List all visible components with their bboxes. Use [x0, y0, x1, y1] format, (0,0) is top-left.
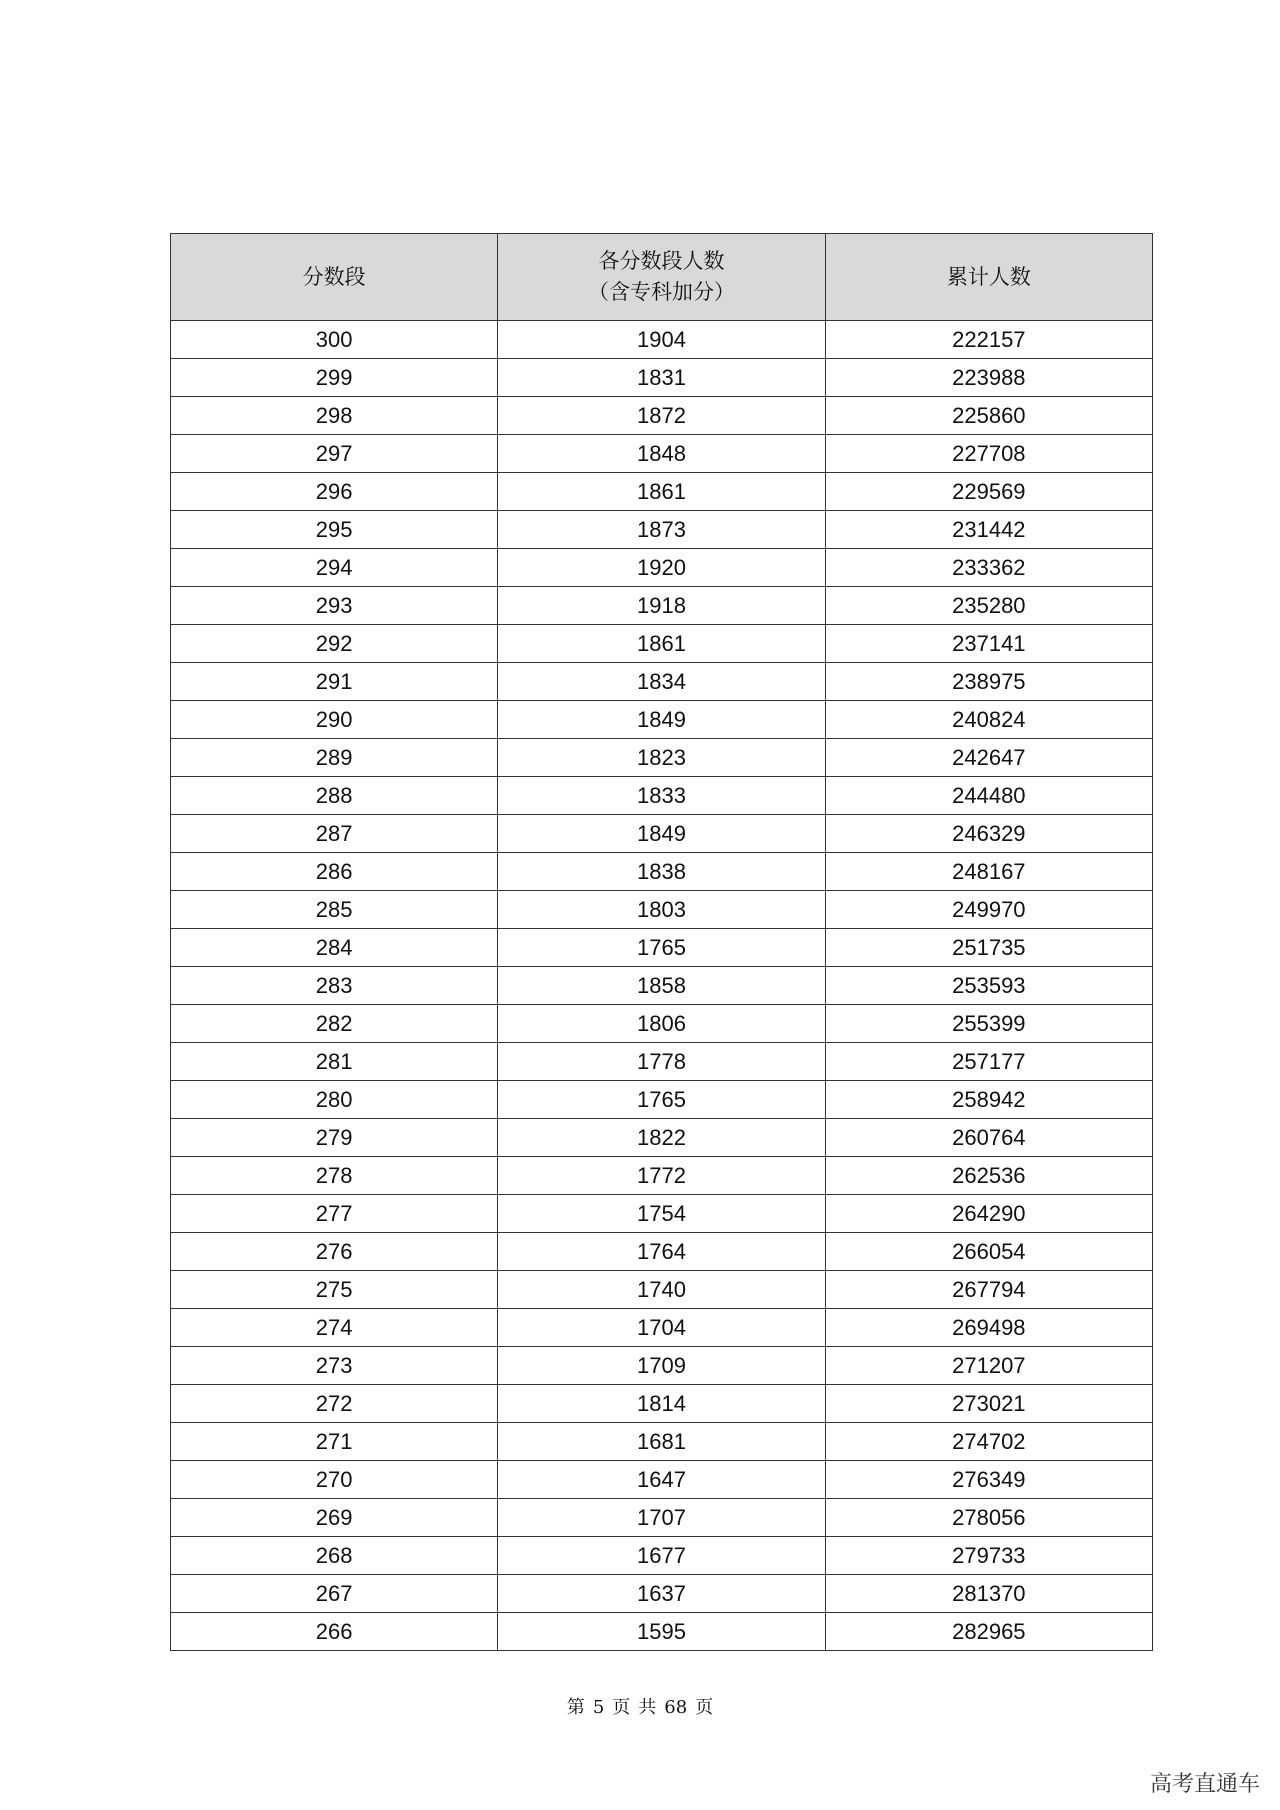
- cell-band-count: 1838: [498, 853, 825, 891]
- cell-band-count: 1647: [498, 1461, 825, 1499]
- cell-score-band: 266: [171, 1613, 498, 1651]
- cell-cumulative: 225860: [825, 397, 1152, 435]
- cell-score-band: 285: [171, 891, 498, 929]
- score-table: [170, 233, 1153, 1651]
- cell-score-band: 284: [171, 929, 498, 967]
- table-row: [171, 1537, 1153, 1575]
- page-footer: [0, 1693, 1280, 1719]
- cell-score-band: 289: [171, 739, 498, 777]
- cell-score-band: 287: [171, 815, 498, 853]
- cell-score-band: 283: [171, 967, 498, 1005]
- cell-score-band: 279: [171, 1119, 498, 1157]
- table-row: [171, 1613, 1153, 1651]
- cell-band-count: 1707: [498, 1499, 825, 1537]
- header-score-band: 分数段: [171, 234, 498, 321]
- table-row: [171, 777, 1153, 815]
- cell-cumulative: 282965: [825, 1613, 1152, 1651]
- table-row: [171, 549, 1153, 587]
- cell-cumulative: 238975: [825, 663, 1152, 701]
- cell-cumulative: 281370: [825, 1575, 1152, 1613]
- table-row: [171, 1081, 1153, 1119]
- table-row: [171, 321, 1153, 359]
- cell-cumulative: 255399: [825, 1005, 1152, 1043]
- cell-score-band: 286: [171, 853, 498, 891]
- cell-score-band: 276: [171, 1233, 498, 1271]
- cell-band-count: 1803: [498, 891, 825, 929]
- cell-cumulative: 279733: [825, 1537, 1152, 1575]
- footer-di: 第: [566, 1697, 585, 1718]
- cell-cumulative: 246329: [825, 815, 1152, 853]
- cell-cumulative: 260764: [825, 1119, 1152, 1157]
- cell-score-band: 299: [171, 359, 498, 397]
- cell-score-band: 294: [171, 549, 498, 587]
- table-row: [171, 663, 1153, 701]
- table-row: [171, 1119, 1153, 1157]
- table-row: [171, 359, 1153, 397]
- table-row: [171, 815, 1153, 853]
- header-band-count: [498, 234, 825, 321]
- cell-score-band: 269: [171, 1499, 498, 1537]
- cell-score-band: 288: [171, 777, 498, 815]
- cell-score-band: 296: [171, 473, 498, 511]
- cell-score-band: 275: [171, 1271, 498, 1309]
- cell-cumulative: 267794: [825, 1271, 1152, 1309]
- cell-band-count: 1849: [498, 701, 825, 739]
- cell-band-count: 1823: [498, 739, 825, 777]
- cell-band-count: 1849: [498, 815, 825, 853]
- table-row: [171, 1043, 1153, 1081]
- cell-score-band: 272: [171, 1385, 498, 1423]
- footer-total-pages: 68: [664, 1697, 688, 1718]
- cell-cumulative: 244480: [825, 777, 1152, 815]
- cell-score-band: 277: [171, 1195, 498, 1233]
- cell-cumulative: 271207: [825, 1347, 1152, 1385]
- cell-cumulative: 231442: [825, 511, 1152, 549]
- table-row: [171, 1195, 1153, 1233]
- table-header: [171, 234, 1153, 321]
- table-row: [171, 739, 1153, 777]
- cell-band-count: 1904: [498, 321, 825, 359]
- cell-band-count: 1873: [498, 511, 825, 549]
- cell-band-count: 1704: [498, 1309, 825, 1347]
- table-row: [171, 967, 1153, 1005]
- cell-cumulative: 266054: [825, 1233, 1152, 1271]
- cell-cumulative: 248167: [825, 853, 1152, 891]
- cell-cumulative: 253593: [825, 967, 1152, 1005]
- footer-ye2: 页: [695, 1697, 714, 1718]
- table-row: [171, 1233, 1153, 1271]
- cell-score-band: 291: [171, 663, 498, 701]
- cell-band-count: 1814: [498, 1385, 825, 1423]
- cell-band-count: 1918: [498, 587, 825, 625]
- cell-score-band: 282: [171, 1005, 498, 1043]
- cell-band-count: 1764: [498, 1233, 825, 1271]
- table-body: [171, 321, 1153, 1651]
- cell-band-count: 1831: [498, 359, 825, 397]
- cell-band-count: 1765: [498, 1081, 825, 1119]
- footer-page-number: 5: [592, 1697, 605, 1718]
- cell-band-count: 1681: [498, 1423, 825, 1461]
- cell-cumulative: 235280: [825, 587, 1152, 625]
- cell-cumulative: 257177: [825, 1043, 1152, 1081]
- cell-score-band: 293: [171, 587, 498, 625]
- cell-band-count: 1834: [498, 663, 825, 701]
- table-row: [171, 701, 1153, 739]
- cell-cumulative: 274702: [825, 1423, 1152, 1461]
- table-row: [171, 1461, 1153, 1499]
- cell-cumulative: 251735: [825, 929, 1152, 967]
- table-row: [171, 511, 1153, 549]
- table-row: [171, 1157, 1153, 1195]
- cell-band-count: 1778: [498, 1043, 825, 1081]
- cell-band-count: 1677: [498, 1537, 825, 1575]
- header-band-count-line1: 各分数段人数: [598, 250, 725, 273]
- table-row: [171, 1575, 1153, 1613]
- cell-band-count: 1822: [498, 1119, 825, 1157]
- table-row: [171, 587, 1153, 625]
- table-row: [171, 397, 1153, 435]
- cell-band-count: 1806: [498, 1005, 825, 1043]
- cell-band-count: 1754: [498, 1195, 825, 1233]
- watermark: 高考直通车: [1149, 1771, 1260, 1796]
- cell-cumulative: 237141: [825, 625, 1152, 663]
- cell-cumulative: 222157: [825, 321, 1152, 359]
- cell-band-count: 1872: [498, 397, 825, 435]
- cell-band-count: 1858: [498, 967, 825, 1005]
- cell-cumulative: 258942: [825, 1081, 1152, 1119]
- cell-score-band: 271: [171, 1423, 498, 1461]
- cell-cumulative: 249970: [825, 891, 1152, 929]
- table-row: [171, 853, 1153, 891]
- cell-score-band: 278: [171, 1157, 498, 1195]
- cell-band-count: 1861: [498, 473, 825, 511]
- table-row: [171, 435, 1153, 473]
- cell-band-count: 1833: [498, 777, 825, 815]
- cell-cumulative: 233362: [825, 549, 1152, 587]
- table-row: [171, 625, 1153, 663]
- cell-score-band: 273: [171, 1347, 498, 1385]
- cell-score-band: 292: [171, 625, 498, 663]
- table-row: [171, 473, 1153, 511]
- cell-score-band: 297: [171, 435, 498, 473]
- cell-band-count: 1709: [498, 1347, 825, 1385]
- cell-band-count: 1772: [498, 1157, 825, 1195]
- table-row: [171, 1499, 1153, 1537]
- table-row: [171, 1271, 1153, 1309]
- table-row: [171, 929, 1153, 967]
- cell-score-band: 267: [171, 1575, 498, 1613]
- cell-score-band: 295: [171, 511, 498, 549]
- footer-ye: 页: [612, 1697, 631, 1718]
- table-row: [171, 1005, 1153, 1043]
- header-band-count-line2: （含专科加分）: [587, 281, 735, 304]
- cell-band-count: 1861: [498, 625, 825, 663]
- cell-cumulative: 264290: [825, 1195, 1152, 1233]
- table-row: [171, 891, 1153, 929]
- table-row: [171, 1309, 1153, 1347]
- cell-cumulative: 262536: [825, 1157, 1152, 1195]
- cell-cumulative: 227708: [825, 435, 1152, 473]
- cell-score-band: 290: [171, 701, 498, 739]
- cell-score-band: 281: [171, 1043, 498, 1081]
- cell-cumulative: 242647: [825, 739, 1152, 777]
- cell-score-band: 268: [171, 1537, 498, 1575]
- header-cumulative: 累计人数: [825, 234, 1152, 321]
- cell-band-count: 1765: [498, 929, 825, 967]
- cell-band-count: 1595: [498, 1613, 825, 1651]
- footer-gong: 共: [638, 1697, 657, 1718]
- cell-cumulative: 276349: [825, 1461, 1152, 1499]
- table-row: [171, 1423, 1153, 1461]
- cell-band-count: 1637: [498, 1575, 825, 1613]
- table-row: [171, 1347, 1153, 1385]
- cell-score-band: 298: [171, 397, 498, 435]
- cell-cumulative: 223988: [825, 359, 1152, 397]
- cell-score-band: 274: [171, 1309, 498, 1347]
- cell-cumulative: 229569: [825, 473, 1152, 511]
- cell-band-count: 1740: [498, 1271, 825, 1309]
- cell-band-count: 1848: [498, 435, 825, 473]
- table-row: [171, 1385, 1153, 1423]
- cell-score-band: 270: [171, 1461, 498, 1499]
- cell-cumulative: 269498: [825, 1309, 1152, 1347]
- cell-score-band: 300: [171, 321, 498, 359]
- cell-score-band: 280: [171, 1081, 498, 1119]
- cell-band-count: 1920: [498, 549, 825, 587]
- cell-cumulative: 240824: [825, 701, 1152, 739]
- cell-cumulative: 273021: [825, 1385, 1152, 1423]
- cell-cumulative: 278056: [825, 1499, 1152, 1537]
